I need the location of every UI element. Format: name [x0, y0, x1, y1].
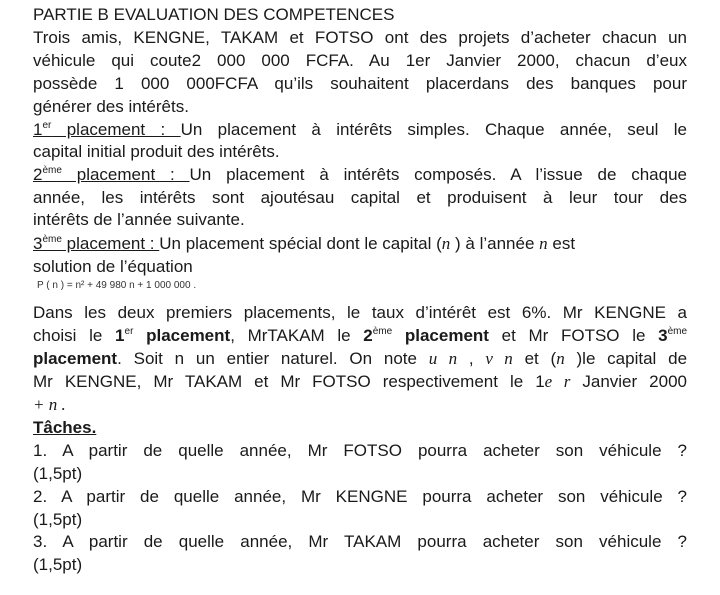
placement-2-line-3: intérêts de l’année suivante. — [33, 210, 245, 229]
placement-3-line-2: solution de l’équation — [33, 257, 193, 276]
intro-line-1: Trois amis, KENGNE, TAKAM et FOTSO ont des projets d’acheter chacun un — [33, 28, 687, 47]
placement-3-label: 3ème placement : — [33, 234, 160, 253]
task-2-points: (1,5pt) — [33, 510, 83, 529]
equation: P ( n ) = n² + 49 980 n + 1 000 000 . — [37, 280, 197, 291]
task-1-points: (1,5pt) — [33, 464, 83, 483]
task-3-points: (1,5pt) — [33, 555, 83, 574]
body-line-5: + n . — [33, 395, 66, 414]
placement-2-label: 2ème placement : — [33, 165, 190, 184]
placement-1-line-1: 1er placement : Un placement à intérêts simples. Chaque année, seul le — [33, 120, 688, 139]
placement-1-line-2: capital initial produit des intérêts. — [33, 142, 280, 161]
body-line-1: Dans les deux premiers placements, le taux d’intérêt est 6%. Mr KENGNE a — [33, 303, 687, 322]
tasks-title: Tâches. — [33, 418, 97, 437]
intro-line-3: possède 1 000 000FCFA qu’ils souhaitent placerdans des banques pour — [33, 74, 687, 93]
placement-2-line-1: 2ème placement : Un placement à intérêts composés. A l’issue de chaque — [33, 165, 687, 184]
intro-line-4: générer des intérêts. — [33, 97, 189, 116]
placement-3-line-1: 3ème placement : Un placement spécial dont le capital (n ) à l’année n est — [33, 234, 576, 253]
section-heading: PARTIE B EVALUATION DES COMPETENCES — [33, 5, 395, 24]
intro-line-2: véhicule qui coute2 000 000 FCFA. Au 1er Janvier 2000, chacun d’eux — [33, 51, 687, 70]
task-2-question: 2. A partir de quelle année, Mr KENGNE pourra acheter son véhicule ? — [33, 487, 687, 506]
placement-2-line-2: année, les intérêts sont ajoutésau capital et produisent à leur tour des — [33, 188, 687, 207]
body-line-4: Mr KENGNE, Mr TAKAM et Mr FOTSO respectivement le 1e r Janvier 2000 — [33, 372, 687, 391]
placement-1-label: 1er placement : — [33, 120, 181, 139]
body-line-2: choisi le 1er placement, MrTAKAM le 2ème placement et Mr FOTSO le 3ème — [33, 326, 688, 345]
body-line-3: placement. Soit n un entier naturel. On note u n , v n et (n )le capital de — [33, 349, 688, 368]
task-1-question: 1. A partir de quelle année, Mr FOTSO pourra acheter son véhicule ? — [33, 441, 687, 460]
task-3-question: 3. A partir de quelle année, Mr TAKAM pourra acheter son véhicule ? — [33, 532, 687, 551]
